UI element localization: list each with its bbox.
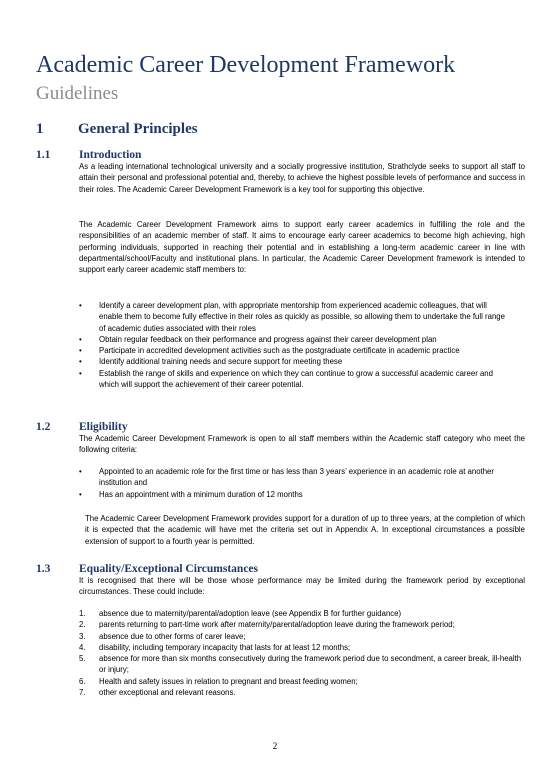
subsection-heading-eligibility bbox=[36, 420, 128, 434]
bullet-icon: • bbox=[79, 368, 82, 378]
list-item: 4. disability, including temporary incapacity that lasts for at least 12 months; bbox=[79, 642, 351, 652]
list-item: • Obtain regular feedback on their performance and progress against their career development plan bbox=[79, 334, 437, 344]
eligibility-paragraph-2: The Academic Career Development Framework provides support for a duration of up to three years, at the completion of which it is expected that the academic will have met the criteria set out in Appendix A. In exceptional circumstances a possible extension of support to a fourth year is permitted. bbox=[85, 514, 525, 546]
list-item: 3. absence due to other forms of carer leave; bbox=[79, 631, 246, 641]
bullet-icon: • bbox=[79, 489, 82, 499]
introduction-paragraph-1: As a leading international technological university and a socially progressive institution, Strathclyde seeks to support all staff to attain their personal and professional potential and, thereby, to achieve the highest possible levels of performance and success in their roles. The Academic Career Development Framework is a key tool for supporting this objective. bbox=[79, 162, 525, 194]
document-subtitle: Guidelines bbox=[36, 83, 119, 104]
eligibility-bullet-list bbox=[79, 466, 505, 500]
subsection-title: Equality/Exceptional Circumstances bbox=[79, 563, 259, 575]
document-title: Academic Career Development Framework bbox=[36, 52, 456, 78]
subsection-title: Eligibility bbox=[79, 421, 128, 433]
list-item: • Identify a career development plan, with appropriate mentorship from experienced academic colleagues, that will enable them to become fully effective in their roles as quickly as possible, so allowing them to undertake the full range of academic duties associated with their roles bbox=[79, 301, 505, 333]
exceptional-circumstances-list bbox=[79, 608, 525, 698]
bullet-icon: • bbox=[79, 334, 82, 344]
section-number: 1 bbox=[36, 121, 44, 137]
list-item: 7. other exceptional and relevant reasons. bbox=[79, 688, 236, 698]
list-item: • Identify additional training needs and secure support for meeting these bbox=[79, 357, 343, 367]
introduction-bullet-list bbox=[79, 300, 505, 390]
bullet-icon: • bbox=[79, 357, 82, 367]
eligibility-paragraph-1: The Academic Career Development Framework is open to all staff members within the Academic staff category who meet the following criteria: bbox=[79, 434, 525, 455]
bullet-icon: • bbox=[79, 346, 82, 356]
list-item: 6. Health and safety issues in relation to pregnant and breast feeding women; bbox=[79, 676, 358, 686]
list-item: 1. absence due to maternity/parental/adoption leave (see Appendix B for further guidance) bbox=[79, 609, 402, 618]
list-item: 2. parents returning to part-time work after maternity/parental/adoption leave during the framework period; bbox=[79, 620, 455, 630]
introduction-paragraph-2: The Academic Career Development Framework aims to support early career academics in fulfilling the role and the responsibilities of an academic member of staff. It aims to encourage early career academics to become high achieving, high performing individuals, supported in reaching their potential and in establishing a long-term academic career in line with departmental/school/Faculty and institutional plans. In particular, the Academic Career Development framework is intended to support early career academic staff members to: bbox=[79, 220, 525, 275]
section-heading-general-principles bbox=[36, 120, 198, 138]
list-item: • Appointed to an academic role for the first time or has less than 3 years’ experience in an academic role at another institution and bbox=[79, 467, 494, 488]
subsection-number: 1.2 bbox=[36, 421, 51, 433]
section-title: General Principles bbox=[78, 121, 198, 137]
subsection-heading-introduction bbox=[36, 148, 141, 162]
subsection-number: 1.1 bbox=[36, 149, 51, 161]
subsection-title: Introduction bbox=[79, 149, 142, 161]
page-number: 2 bbox=[272, 741, 278, 751]
list-item: • Establish the range of skills and experience on which they can continue to grow a successful academic career and which will support the achievement of their career potential. bbox=[79, 368, 493, 390]
subsection-heading-equality bbox=[36, 562, 258, 576]
list-item: • Participate in accredited development activities such as the postgraduate certificate in academic practice bbox=[79, 346, 460, 356]
bullet-icon: • bbox=[79, 301, 82, 310]
list-item: • Has an appointment with a minimum duration of 12 months bbox=[79, 489, 303, 499]
list-item: 5. absence for more than six months consecutively during the framework period due to secondment, a career break, ill-health or injury; bbox=[79, 654, 522, 675]
bullet-icon: • bbox=[79, 467, 82, 476]
subsection-number: 1.3 bbox=[36, 563, 51, 575]
equality-paragraph-1: It is recognised that there will be those whose performance may be limited during the framework period by exceptional circumstances. These could include: bbox=[79, 576, 525, 597]
